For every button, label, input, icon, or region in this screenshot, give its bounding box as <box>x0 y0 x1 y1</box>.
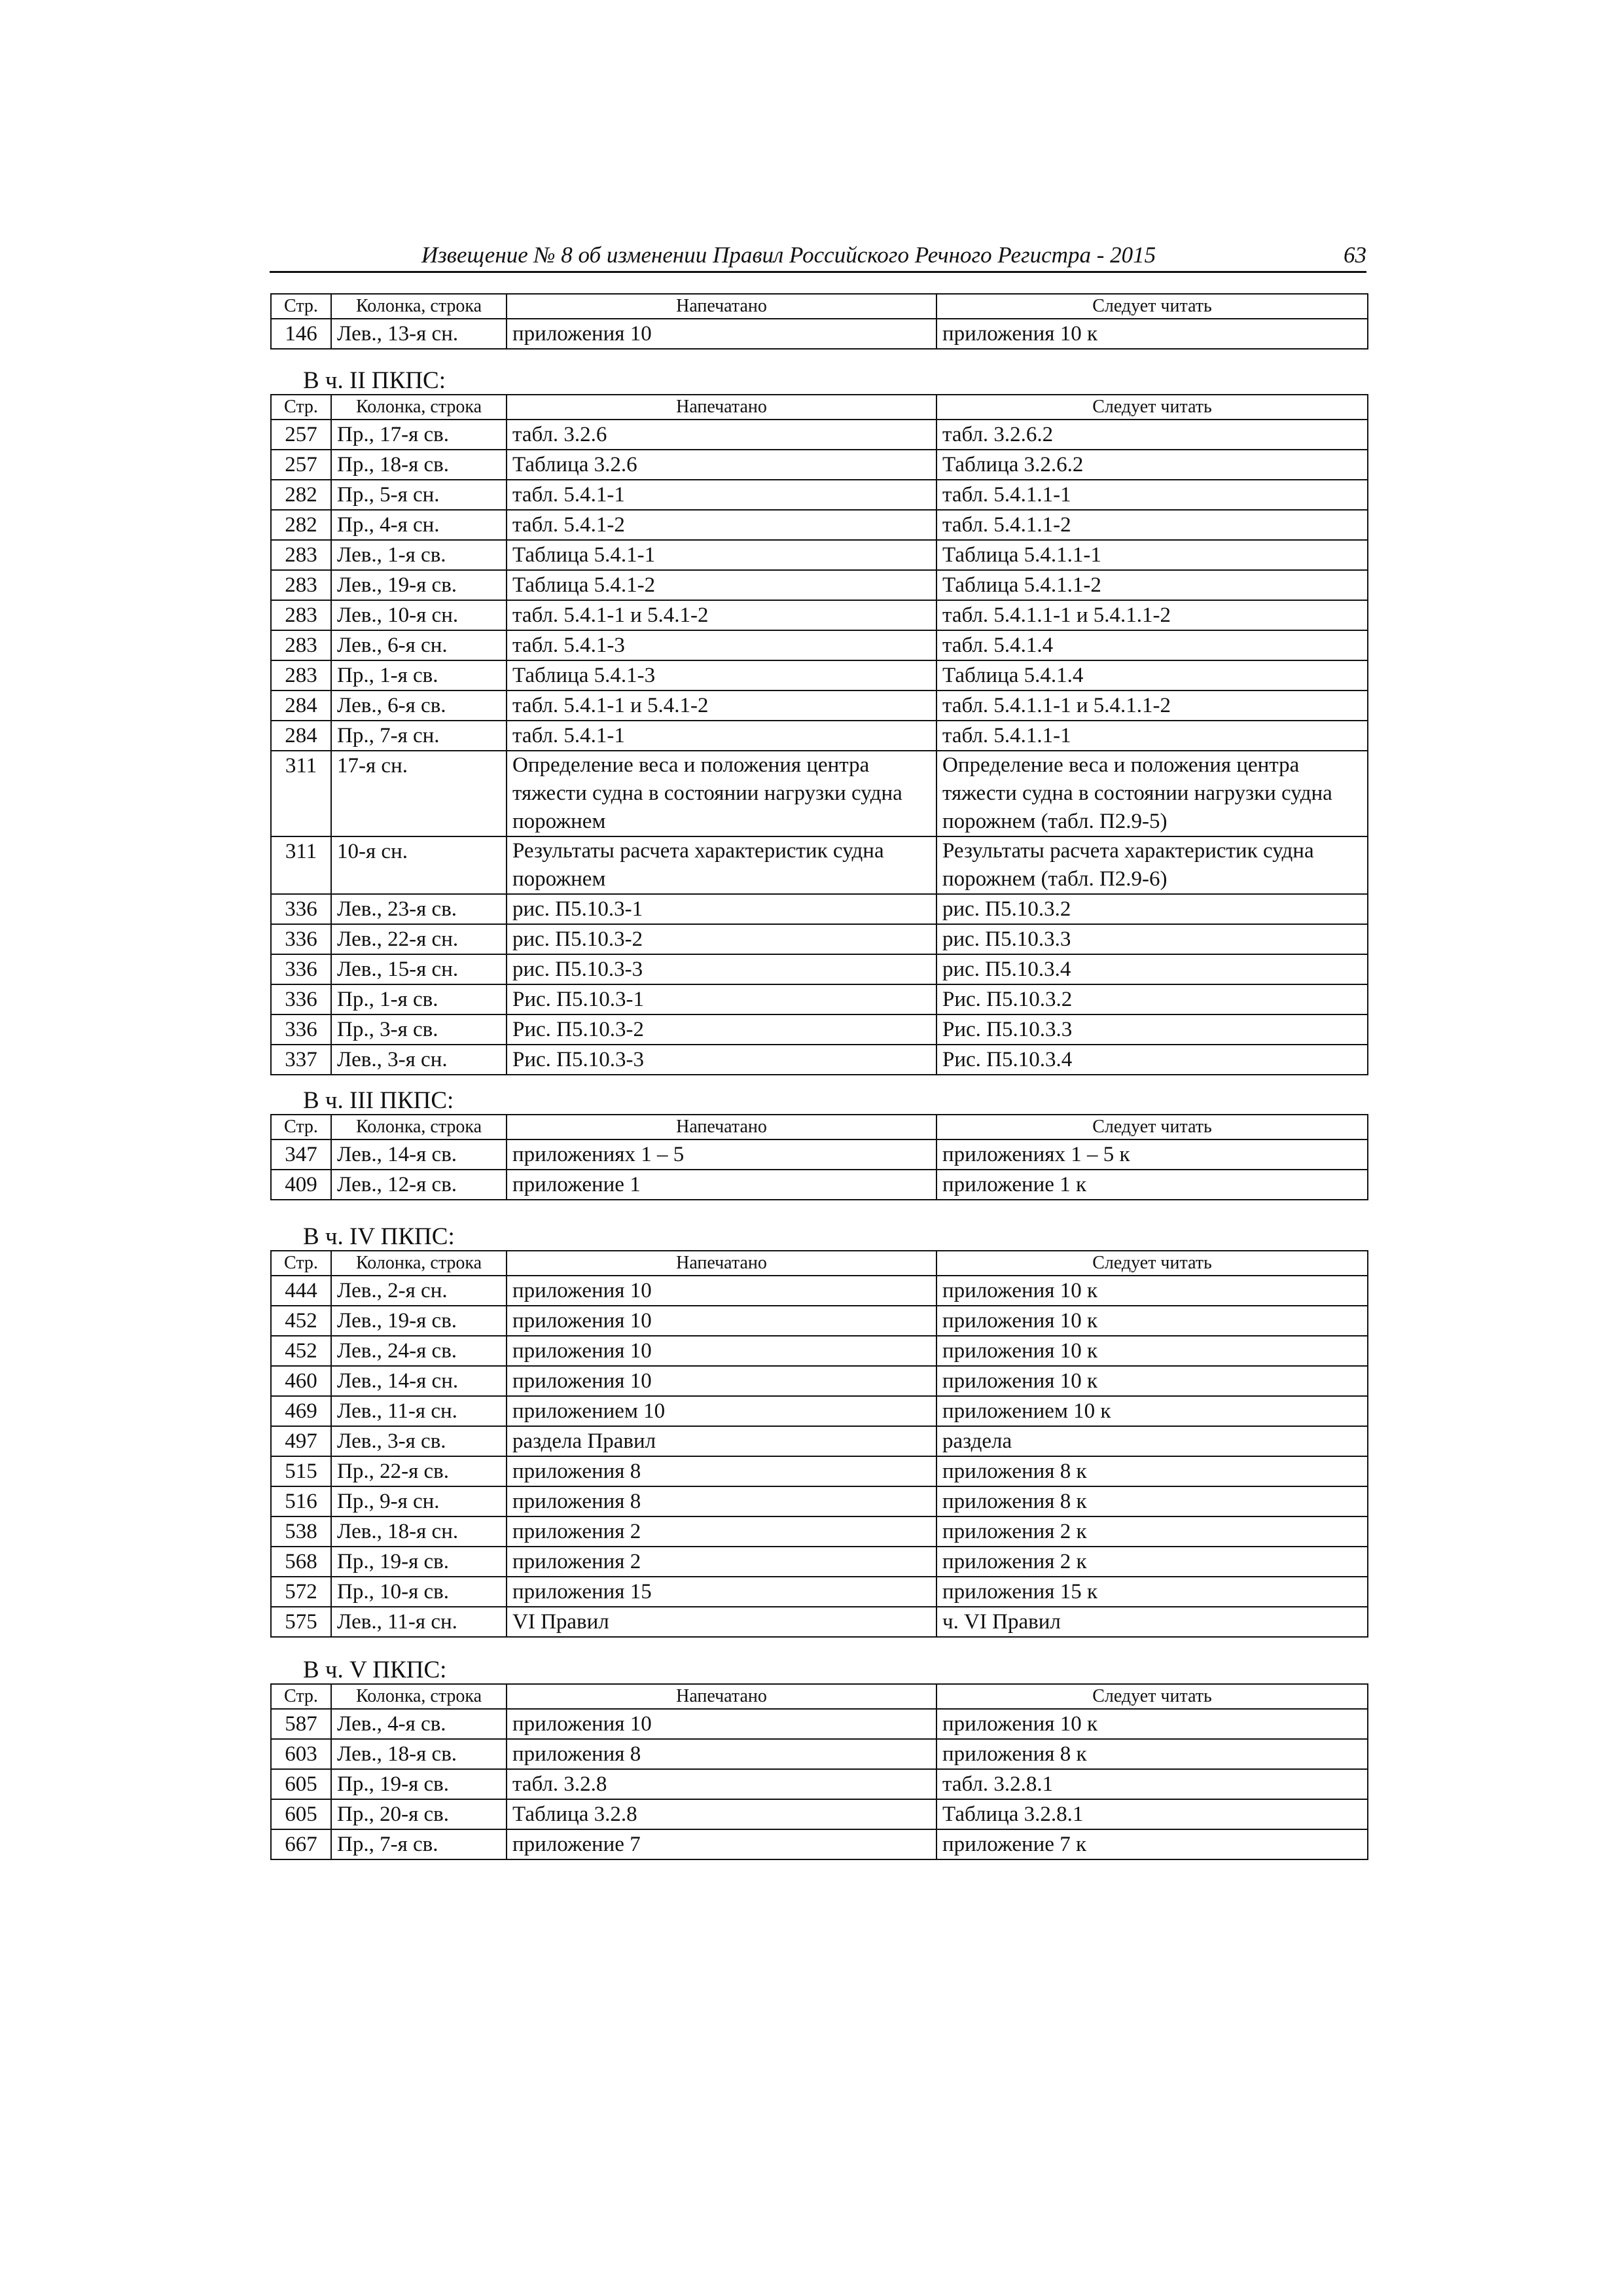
table-row <box>271 1829 1368 1859</box>
cell-printed: приложения 8 <box>507 1486 936 1516</box>
cell-should-read: рис. П5.10.3.3 <box>936 924 1368 954</box>
cell-printed: табл. 3.2.6 <box>507 420 936 450</box>
table-row <box>271 1014 1368 1045</box>
cell-printed: приложения 10 <box>507 1366 936 1396</box>
column-header-column-line: Колонка, строка <box>331 395 507 420</box>
cell-should-read: Рис. П5.10.3.2 <box>936 984 1368 1014</box>
cell-should-read: табл. 3.2.6.2 <box>936 420 1368 450</box>
cell-printed: Определение веса и положения центра тяжести судна в состоянии нагрузки судна порожнем <box>507 751 936 836</box>
cell-page: 336 <box>271 924 331 954</box>
cell-column-line: Лев., 3-я сн. <box>331 1045 507 1075</box>
cell-column-line: Пр., 19-я св. <box>331 1547 507 1577</box>
table-row <box>271 836 1368 894</box>
cell-column-line: Лев., 22-я сн. <box>331 924 507 954</box>
cell-should-read: приложения 10 к <box>936 319 1368 349</box>
cell-printed: Таблица 3.2.8 <box>507 1799 936 1829</box>
cell-printed: приложения 10 <box>507 1306 936 1336</box>
cell-page: 282 <box>271 480 331 510</box>
section-title: В ч. IV ПКПС: <box>303 1223 455 1250</box>
cell-should-read: рис. П5.10.3.2 <box>936 894 1368 924</box>
table-row <box>271 1577 1368 1607</box>
cell-should-read: приложения 2 к <box>936 1516 1368 1547</box>
cell-page: 337 <box>271 1045 331 1075</box>
cell-page: 282 <box>271 510 331 540</box>
table-row <box>271 1547 1368 1577</box>
column-header-printed: Напечатано <box>507 1115 936 1139</box>
cell-column-line: Пр., 3-я св. <box>331 1014 507 1045</box>
cell-column-line: Лев., 3-я св. <box>331 1426 507 1456</box>
cell-page: 497 <box>271 1426 331 1456</box>
table-row <box>271 1516 1368 1547</box>
cell-should-read: приложениях 1 – 5 к <box>936 1139 1368 1170</box>
cell-printed: приложения 15 <box>507 1577 936 1607</box>
cell-column-line: Лев., 23-я св. <box>331 894 507 924</box>
cell-page: 283 <box>271 600 331 630</box>
cell-page: 452 <box>271 1336 331 1366</box>
table-header-row <box>271 1684 1368 1709</box>
cell-printed: приложения 10 <box>507 1336 936 1366</box>
table-row <box>271 1426 1368 1456</box>
cell-should-read: приложения 8 к <box>936 1739 1368 1769</box>
cell-page: 575 <box>271 1607 331 1637</box>
cell-page: 460 <box>271 1366 331 1396</box>
column-header-page: Стр. <box>271 1115 331 1139</box>
cell-should-read: приложения 10 к <box>936 1306 1368 1336</box>
cell-column-line: Пр., 1-я св. <box>331 984 507 1014</box>
cell-should-read: приложения 10 к <box>936 1709 1368 1739</box>
cell-column-line: Пр., 22-я св. <box>331 1456 507 1486</box>
section-title: В ч. V ПКПС: <box>303 1657 447 1683</box>
cell-printed: табл. 5.4.1-2 <box>507 510 936 540</box>
cell-printed: табл. 5.4.1-1 <box>507 721 936 751</box>
table-row <box>271 1456 1368 1486</box>
cell-should-read: рис. П5.10.3.4 <box>936 954 1368 984</box>
cell-should-read: приложения 10 к <box>936 1366 1368 1396</box>
cell-should-read: Таблица 5.4.1.1-1 <box>936 540 1368 570</box>
cell-should-read: Таблица 3.2.6.2 <box>936 450 1368 480</box>
column-header-should-read: Следует читать <box>936 395 1368 420</box>
cell-printed: VI Правил <box>507 1607 936 1637</box>
column-header-printed: Напечатано <box>507 395 936 420</box>
cell-column-line: Лев., 2-я сн. <box>331 1276 507 1306</box>
cell-page: 603 <box>271 1739 331 1769</box>
cell-should-read: приложения 15 к <box>936 1577 1368 1607</box>
cell-column-line: Пр., 17-я св. <box>331 420 507 450</box>
table-header-row <box>271 1251 1368 1276</box>
cell-column-line: Пр., 18-я св. <box>331 450 507 480</box>
cell-printed: приложение 1 <box>507 1170 936 1200</box>
cell-column-line: Лев., 11-я сн. <box>331 1607 507 1637</box>
errata-section-3 <box>270 1088 1367 1200</box>
cell-should-read: Рис. П5.10.3.3 <box>936 1014 1368 1045</box>
column-header-should-read: Следует читать <box>936 1115 1368 1139</box>
column-header-page: Стр. <box>271 294 331 319</box>
cell-printed: рис. П5.10.3-3 <box>507 954 936 984</box>
cell-page: 538 <box>271 1516 331 1547</box>
section-title: В ч. III ПКПС: <box>303 1087 454 1114</box>
cell-should-read: табл. 5.4.1.1-1 <box>936 721 1368 751</box>
table-row <box>271 450 1368 480</box>
cell-page: 452 <box>271 1306 331 1336</box>
cell-printed: приложениях 1 – 5 <box>507 1139 936 1170</box>
cell-column-line: Лев., 6-я сн. <box>331 630 507 660</box>
errata-section-5 <box>270 1657 1367 1860</box>
page-number: 63 <box>1344 242 1366 268</box>
cell-printed: Таблица 5.4.1-2 <box>507 570 936 600</box>
cell-page: 336 <box>271 1014 331 1045</box>
cell-column-line: Пр., 9-я сн. <box>331 1486 507 1516</box>
cell-page: 283 <box>271 570 331 600</box>
cell-page: 283 <box>271 660 331 691</box>
cell-should-read: табл. 5.4.1.1-2 <box>936 510 1368 540</box>
cell-column-line: Лев., 18-я сн. <box>331 1516 507 1547</box>
table-row <box>271 721 1368 751</box>
cell-column-line: Лев., 14-я сн. <box>331 1366 507 1396</box>
cell-should-read: приложением 10 к <box>936 1396 1368 1426</box>
table-row <box>271 480 1368 510</box>
cell-column-line: Лев., 1-я св. <box>331 540 507 570</box>
table-row <box>271 1396 1368 1426</box>
errata-section-2 <box>270 368 1367 1075</box>
cell-printed: приложением 10 <box>507 1396 936 1426</box>
cell-should-read: приложения 10 к <box>936 1336 1368 1366</box>
cell-column-line: Лев., 4-я св. <box>331 1709 507 1739</box>
cell-should-read: раздела <box>936 1426 1368 1456</box>
cell-printed: приложения 2 <box>507 1516 936 1547</box>
cell-printed: Рис. П5.10.3-3 <box>507 1045 936 1075</box>
column-header-should-read: Следует читать <box>936 294 1368 319</box>
column-header-printed: Напечатано <box>507 1251 936 1276</box>
cell-printed: приложения 10 <box>507 1276 936 1306</box>
cell-page: 336 <box>271 954 331 984</box>
cell-printed: табл. 5.4.1-1 <box>507 480 936 510</box>
column-header-should-read: Следует читать <box>936 1251 1368 1276</box>
cell-column-line: Пр., 20-я св. <box>331 1799 507 1829</box>
cell-printed: рис. П5.10.3-2 <box>507 924 936 954</box>
cell-printed: приложения 10 <box>507 1709 936 1739</box>
cell-printed: табл. 5.4.1-3 <box>507 630 936 660</box>
cell-column-line: Пр., 5-я сн. <box>331 480 507 510</box>
cell-should-read: Таблица 5.4.1.4 <box>936 660 1368 691</box>
cell-printed: приложения 10 <box>507 319 936 349</box>
table-row <box>271 1276 1368 1306</box>
cell-page: 605 <box>271 1769 331 1799</box>
column-header-page: Стр. <box>271 1251 331 1276</box>
table-row <box>271 1769 1368 1799</box>
cell-column-line: Пр., 7-я св. <box>331 1829 507 1859</box>
column-header-column-line: Колонка, строка <box>331 294 507 319</box>
cell-should-read: приложения 2 к <box>936 1547 1368 1577</box>
cell-column-line: Лев., 12-я св. <box>331 1170 507 1200</box>
errata-table <box>270 293 1368 350</box>
cell-column-line: Лев., 18-я св. <box>331 1739 507 1769</box>
errata-table <box>270 1683 1368 1860</box>
cell-printed: Таблица 5.4.1-1 <box>507 540 936 570</box>
table-row <box>271 1306 1368 1336</box>
cell-printed: табл. 5.4.1-1 и 5.4.1-2 <box>507 600 936 630</box>
table-row <box>271 570 1368 600</box>
column-header-should-read: Следует читать <box>936 1684 1368 1709</box>
cell-page: 409 <box>271 1170 331 1200</box>
cell-should-read: табл. 5.4.1.4 <box>936 630 1368 660</box>
cell-should-read: табл. 3.2.8.1 <box>936 1769 1368 1799</box>
cell-should-read: Таблица 3.2.8.1 <box>936 1799 1368 1829</box>
cell-column-line: Лев., 13-я сн. <box>331 319 507 349</box>
cell-page: 257 <box>271 450 331 480</box>
cell-page: 284 <box>271 691 331 721</box>
cell-page: 444 <box>271 1276 331 1306</box>
cell-should-read: приложение 1 к <box>936 1170 1368 1200</box>
column-header-column-line: Колонка, строка <box>331 1684 507 1709</box>
cell-page: 283 <box>271 540 331 570</box>
cell-column-line: Лев., 11-я сн. <box>331 1396 507 1426</box>
table-row <box>271 751 1368 836</box>
cell-page: 283 <box>271 630 331 660</box>
errata-section-4 <box>270 1224 1367 1638</box>
table-row <box>271 924 1368 954</box>
errata-table <box>270 394 1368 1075</box>
cell-page: 516 <box>271 1486 331 1516</box>
cell-should-read: табл. 5.4.1.1-1 и 5.4.1.1-2 <box>936 600 1368 630</box>
cell-printed: приложение 7 <box>507 1829 936 1859</box>
cell-column-line: Пр., 1-я св. <box>331 660 507 691</box>
cell-page: 667 <box>271 1829 331 1859</box>
errata-section-1 <box>270 293 1367 350</box>
cell-printed: Рис. П5.10.3-1 <box>507 984 936 1014</box>
cell-column-line: Лев., 10-я сн. <box>331 600 507 630</box>
cell-page: 572 <box>271 1577 331 1607</box>
cell-printed: табл. 3.2.8 <box>507 1769 936 1799</box>
cell-should-read: Таблица 5.4.1.1-2 <box>936 570 1368 600</box>
cell-page: 311 <box>271 751 331 836</box>
table-row <box>271 1336 1368 1366</box>
errata-table <box>270 1250 1368 1638</box>
cell-page: 568 <box>271 1547 331 1577</box>
cell-page: 257 <box>271 420 331 450</box>
table-row <box>271 894 1368 924</box>
column-header-printed: Напечатано <box>507 294 936 319</box>
cell-page: 311 <box>271 836 331 894</box>
cell-printed: рис. П5.10.3-1 <box>507 894 936 924</box>
cell-column-line: Пр., 4-я сн. <box>331 510 507 540</box>
table-header-row <box>271 294 1368 319</box>
cell-column-line: Пр., 19-я св. <box>331 1769 507 1799</box>
cell-should-read: табл. 5.4.1.1-1 и 5.4.1.1-2 <box>936 691 1368 721</box>
table-row <box>271 630 1368 660</box>
cell-should-read: Рис. П5.10.3.4 <box>936 1045 1368 1075</box>
table-row <box>271 1607 1368 1637</box>
cell-should-read: Результаты расчета характеристик судна порожнем (табл. П2.9-6) <box>936 836 1368 894</box>
column-header-page: Стр. <box>271 395 331 420</box>
cell-column-line: Лев., 19-я св. <box>331 1306 507 1336</box>
cell-printed: Результаты расчета характеристик судна порожнем <box>507 836 936 894</box>
cell-page: 605 <box>271 1799 331 1829</box>
table-row <box>271 1170 1368 1200</box>
table-header-row <box>271 1115 1368 1139</box>
cell-page: 515 <box>271 1456 331 1486</box>
table-row <box>271 1366 1368 1396</box>
cell-column-line: Лев., 14-я св. <box>331 1139 507 1170</box>
cell-should-read: приложения 10 к <box>936 1276 1368 1306</box>
cell-page: 469 <box>271 1396 331 1426</box>
cell-printed: приложения 8 <box>507 1456 936 1486</box>
table-row <box>271 1709 1368 1739</box>
cell-column-line: Лев., 19-я св. <box>331 570 507 600</box>
cell-page: 336 <box>271 984 331 1014</box>
cell-should-read: приложения 8 к <box>936 1486 1368 1516</box>
cell-printed: Таблица 5.4.1-3 <box>507 660 936 691</box>
table-row <box>271 420 1368 450</box>
cell-should-read: приложения 8 к <box>936 1456 1368 1486</box>
table-row <box>271 984 1368 1014</box>
cell-printed: Рис. П5.10.3-2 <box>507 1014 936 1045</box>
cell-printed: табл. 5.4.1-1 и 5.4.1-2 <box>507 691 936 721</box>
cell-column-line: Лев., 6-я св. <box>331 691 507 721</box>
header-title: Извещение № 8 об изменении Правил Российского Речного Регистра - 2015 <box>421 242 1156 268</box>
table-row <box>271 510 1368 540</box>
table-row <box>271 540 1368 570</box>
table-header-row <box>271 395 1368 420</box>
column-header-page: Стр. <box>271 1684 331 1709</box>
cell-printed: приложения 2 <box>507 1547 936 1577</box>
cell-page: 146 <box>271 319 331 349</box>
table-row <box>271 1799 1368 1829</box>
cell-column-line: Лев., 15-я сн. <box>331 954 507 984</box>
cell-should-read: Определение веса и положения центра тяжести судна в состоянии нагрузки судна порожнем (табл. П2.9-5) <box>936 751 1368 836</box>
cell-column-line: Лев., 24-я св. <box>331 1336 507 1366</box>
table-row <box>271 954 1368 984</box>
cell-printed: Таблица 3.2.6 <box>507 450 936 480</box>
table-row <box>271 319 1368 349</box>
cell-should-read: табл. 5.4.1.1-1 <box>936 480 1368 510</box>
cell-printed: приложения 8 <box>507 1739 936 1769</box>
cell-column-line: 17-я сн. <box>331 751 507 836</box>
cell-page: 347 <box>271 1139 331 1170</box>
column-header-column-line: Колонка, строка <box>331 1115 507 1139</box>
table-row <box>271 1139 1368 1170</box>
table-row <box>271 1739 1368 1769</box>
cell-page: 284 <box>271 721 331 751</box>
table-row <box>271 600 1368 630</box>
errata-table <box>270 1114 1368 1200</box>
table-row <box>271 1486 1368 1516</box>
cell-printed: раздела Правил <box>507 1426 936 1456</box>
column-header-printed: Напечатано <box>507 1684 936 1709</box>
table-row <box>271 1045 1368 1075</box>
cell-column-line: Пр., 7-я сн. <box>331 721 507 751</box>
cell-should-read: ч. VI Правил <box>936 1607 1368 1637</box>
cell-page: 336 <box>271 894 331 924</box>
cell-column-line: Пр., 10-я св. <box>331 1577 507 1607</box>
cell-should-read: приложение 7 к <box>936 1829 1368 1859</box>
table-row <box>271 660 1368 691</box>
cell-page: 587 <box>271 1709 331 1739</box>
running-header <box>270 241 1366 273</box>
table-row <box>271 691 1368 721</box>
section-title: В ч. II ПКПС: <box>303 367 446 394</box>
cell-column-line: 10-я сн. <box>331 836 507 894</box>
column-header-column-line: Колонка, строка <box>331 1251 507 1276</box>
